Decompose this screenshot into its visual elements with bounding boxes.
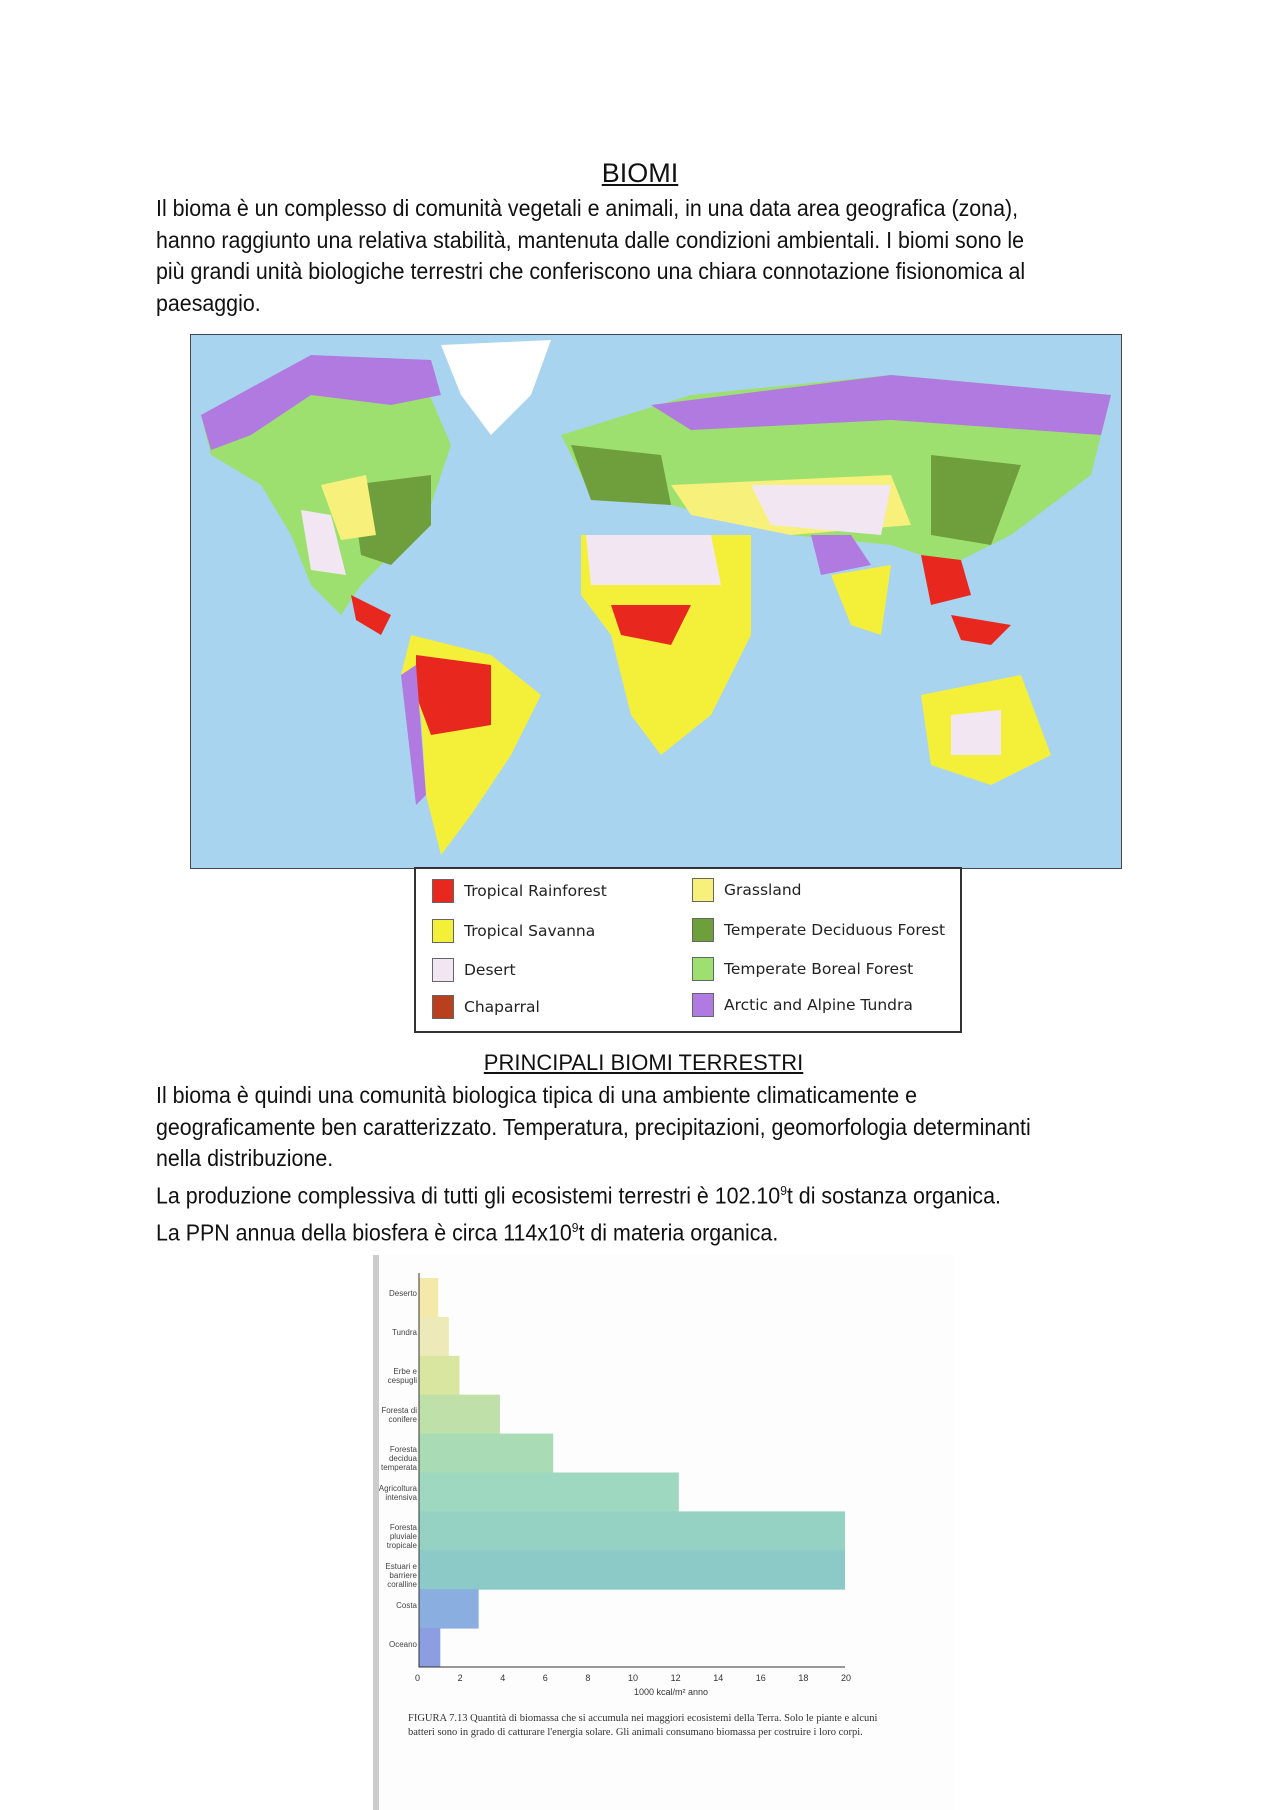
legend-label: Arctic and Alpine Tundra xyxy=(724,996,913,1014)
color-swatch xyxy=(692,993,714,1017)
section-subtitle: PRINCIPALI BIOMI TERRESTRI xyxy=(483,1050,804,1075)
second-paragraph xyxy=(156,1080,1097,1249)
bar-3 xyxy=(419,1395,500,1434)
category-label: Estuari e barriere coralline xyxy=(385,1561,417,1589)
x-tick-label: 12 xyxy=(670,1673,681,1683)
category-label: Foresta decidua temperata xyxy=(380,1445,417,1473)
legend-item xyxy=(432,879,607,903)
color-swatch xyxy=(432,995,454,1019)
text-line: geograficamente ben caratterizzato. Temperatura, precipitazioni, geomorfologia determinanti xyxy=(156,1113,1031,1140)
legend-item xyxy=(692,878,802,902)
legend-label: Tropical Rainforest xyxy=(464,882,607,900)
production-line: La produzione complessiva di tutti gli ecosistemi terrestri è 102.10$^9$t di sostanza organica. xyxy=(156,1182,1001,1209)
bar-8 xyxy=(419,1589,479,1628)
world-biome-map xyxy=(190,334,1122,869)
page-title: BIOMI xyxy=(601,158,679,188)
map-legend xyxy=(414,867,962,1033)
legend-item xyxy=(692,993,913,1017)
legend-item xyxy=(692,957,913,981)
category-label: Tundra xyxy=(391,1328,417,1338)
category-label: Foresta di conifere xyxy=(381,1406,417,1425)
color-swatch xyxy=(692,957,714,981)
legend-item xyxy=(692,918,945,942)
text-line: Il bioma è quindi una comunità biologica tipica di una ambiente climaticamente e xyxy=(156,1082,917,1108)
bar-2 xyxy=(419,1356,459,1395)
bar-0 xyxy=(419,1278,438,1317)
text-line: nella distribuzione. xyxy=(156,1145,334,1171)
legend-label: Tropical Savanna xyxy=(464,922,596,940)
legend-item xyxy=(432,919,595,943)
category-label: Agricoltura intensiva xyxy=(378,1483,417,1502)
x-tick-label: 10 xyxy=(628,1673,639,1683)
legend-item xyxy=(432,958,516,982)
ppn-line: La PPN annua della biosfera è circa $114x10^9t$ di materia organica. xyxy=(156,1219,779,1246)
bar-1 xyxy=(419,1317,449,1356)
bar-4 xyxy=(419,1434,553,1473)
x-tick-label: 20 xyxy=(841,1673,852,1683)
category-label: Deserto xyxy=(388,1289,417,1299)
category-label: Foresta pluviale tropicale xyxy=(386,1522,417,1550)
legend-label: Temperate Boreal Forest xyxy=(724,960,914,978)
category-label: Erbe e cespugli xyxy=(387,1367,417,1386)
legend-label: Chaparral xyxy=(464,998,540,1016)
caption-line: batteri sono in grado di catturare l'energia solare. Gli animali consumano biomassa per costruire i loro corpi. xyxy=(408,1727,863,1738)
bar-9 xyxy=(419,1628,440,1667)
color-swatch xyxy=(692,918,714,942)
color-swatch xyxy=(432,958,454,982)
x-tick-label: 18 xyxy=(798,1673,809,1683)
text-line: più grandi unità biologiche terrestri che conferiscono una chiara connotazione fisionomica al xyxy=(156,258,1026,284)
category-label: Oceano xyxy=(388,1639,417,1649)
x-tick-label: 2 xyxy=(457,1673,463,1683)
text-line: hanno raggiunto una relativa stabilità, mantenuta dalle condizioni ambientali. I biomi sono le xyxy=(156,226,1025,253)
text-line: Il bioma è un complesso di comunità vegetali e animali, in una data area geografica (zona), xyxy=(156,195,1019,221)
color-swatch xyxy=(432,919,454,943)
x-tick-label: 0 xyxy=(415,1673,421,1683)
color-swatch xyxy=(692,878,714,902)
x-axis-label: 1000 kcal/m² anno xyxy=(634,1687,709,1697)
x-tick-label: 16 xyxy=(755,1673,766,1683)
caption-line: FIGURA 7.13 Quantità di biomassa che si accumula nei maggiori ecosistemi della Terra. Solo le piante e alcuni xyxy=(408,1713,878,1724)
bar-7 xyxy=(419,1550,845,1589)
legend-label: Desert xyxy=(464,961,516,979)
x-tick-label: 4 xyxy=(500,1673,506,1683)
color-swatch xyxy=(432,879,454,903)
legend-item xyxy=(432,995,540,1019)
text-line: paesaggio. xyxy=(156,289,261,316)
figure-caption xyxy=(408,1712,877,1740)
bar-5 xyxy=(419,1473,679,1512)
x-tick-label: 6 xyxy=(542,1673,548,1683)
category-label: Costa xyxy=(396,1600,417,1610)
legend-label: Temperate Deciduous Forest xyxy=(724,921,946,939)
x-tick-label: 14 xyxy=(713,1673,724,1683)
x-tick-label: 8 xyxy=(585,1673,591,1683)
intro-paragraph xyxy=(156,193,1091,319)
legend-label: Grassland xyxy=(724,881,802,899)
bar-6 xyxy=(419,1511,845,1550)
